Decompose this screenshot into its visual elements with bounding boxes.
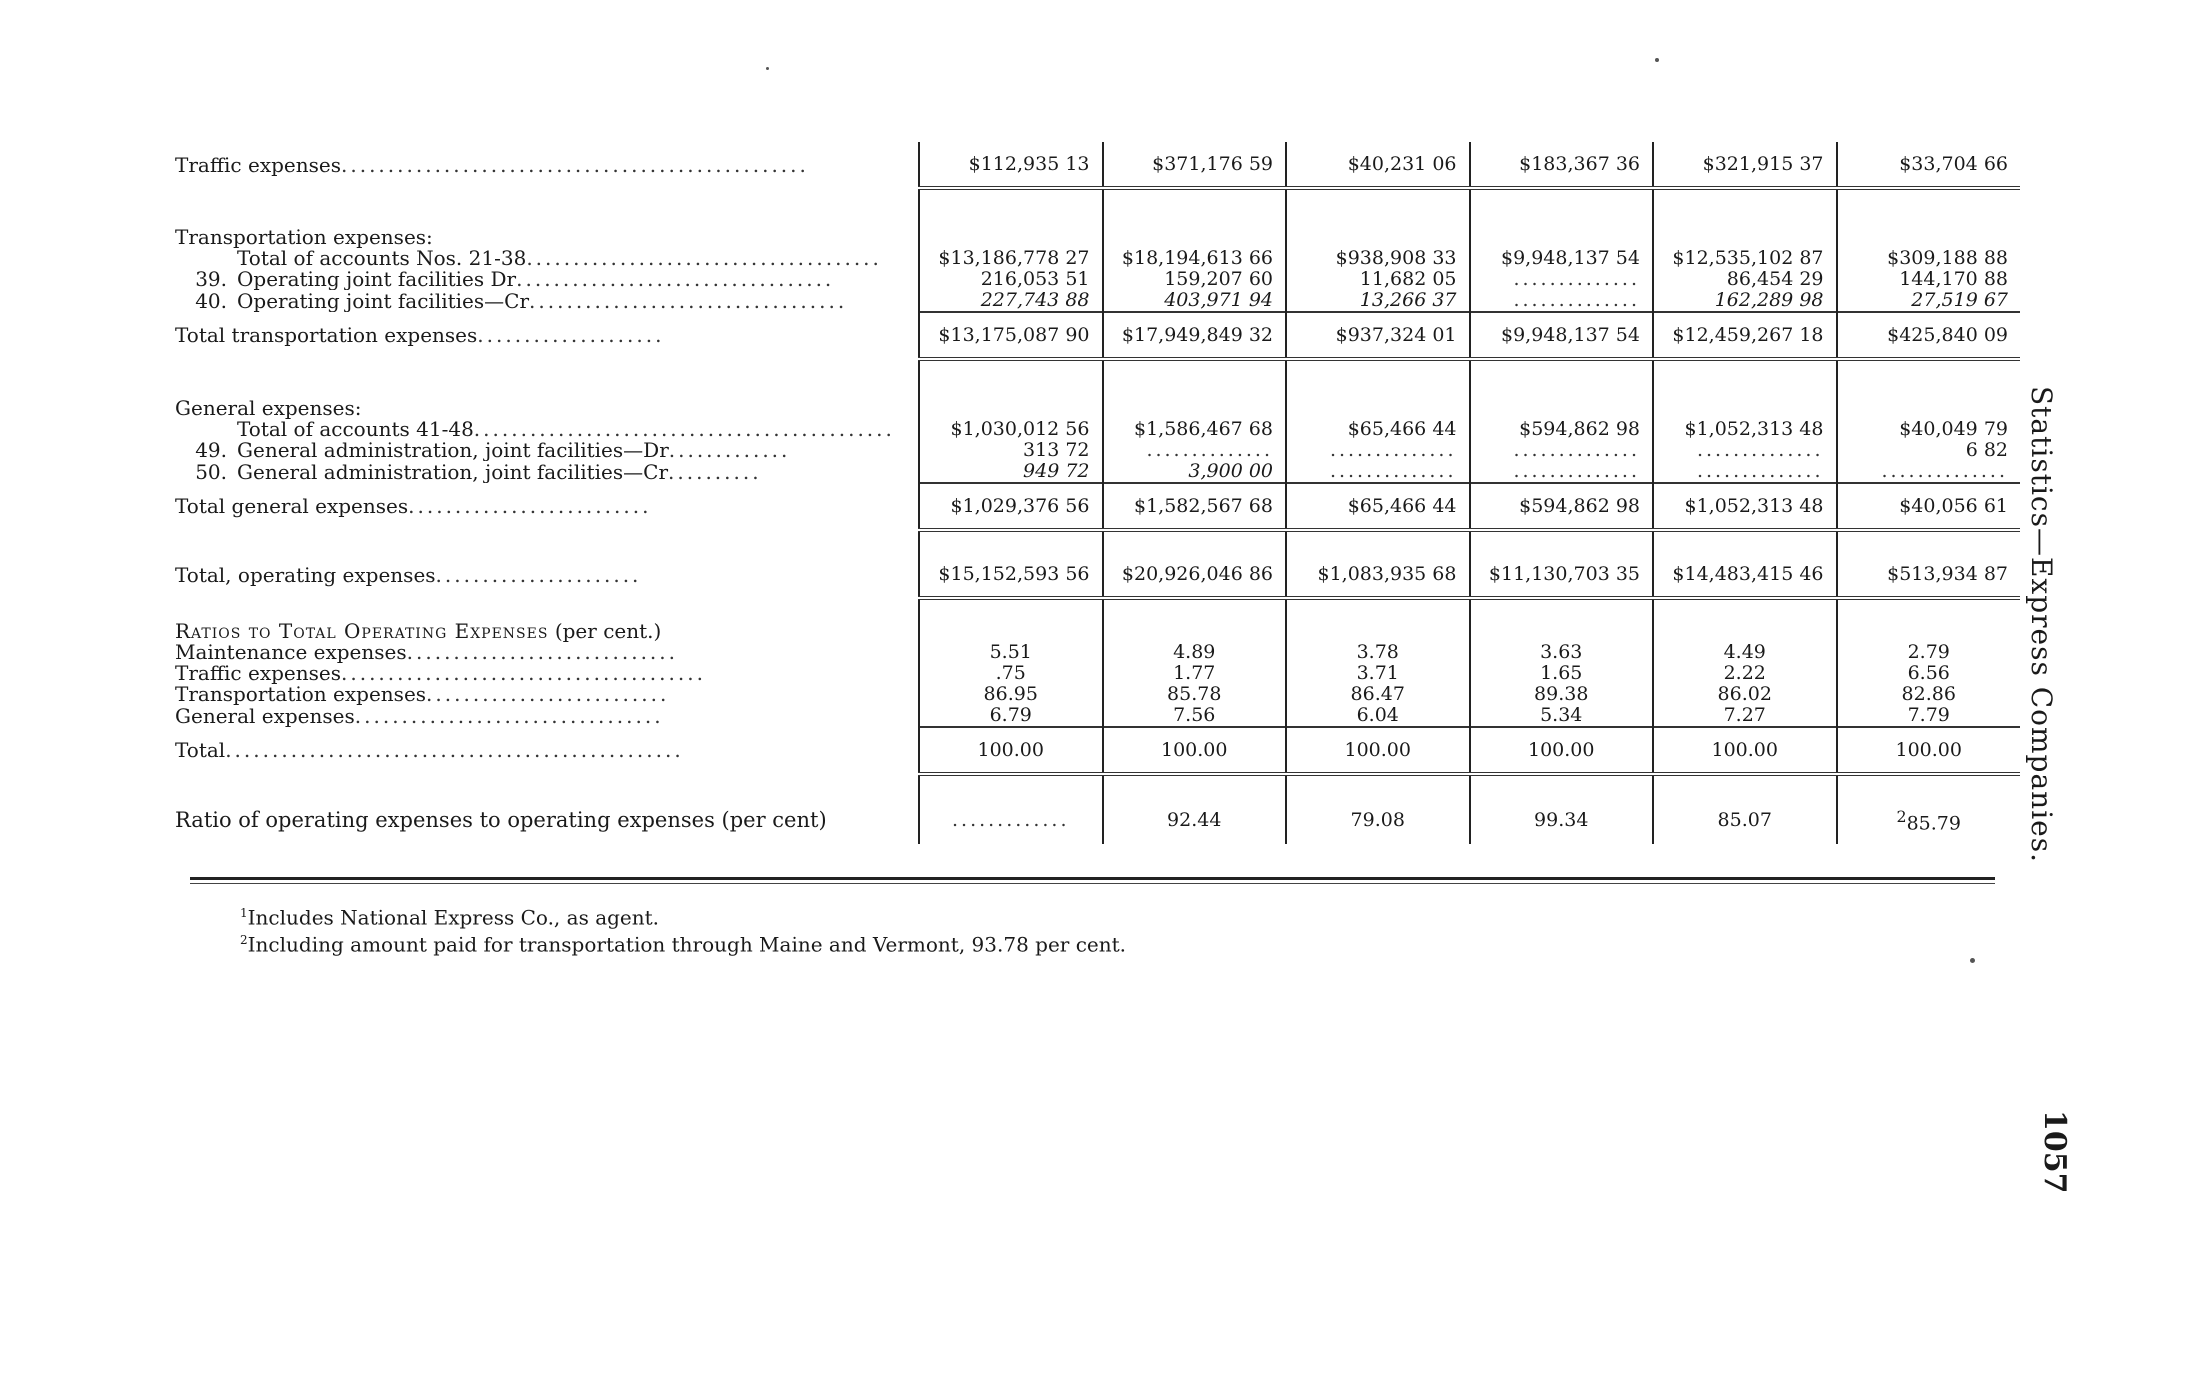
value-cell: 7.79 bbox=[1837, 705, 2021, 727]
value-cell: $1,030,012 56 bbox=[919, 419, 1103, 440]
value-cell: $112,935 13 bbox=[919, 142, 1103, 188]
value-cell: $183,367 36 bbox=[1470, 142, 1654, 188]
row-label: Ratio of operating expenses to operating expenses (per cent) bbox=[175, 807, 827, 832]
heading-suffix: (per cent.) bbox=[554, 620, 662, 642]
value-cell: 6 82 bbox=[1837, 440, 2021, 461]
line-number: 49. bbox=[195, 440, 227, 461]
value-cell: 1.65 bbox=[1470, 663, 1654, 684]
value-cell: 403,971 94 bbox=[1103, 290, 1287, 312]
value-cell: $9,948,137 54 bbox=[1470, 312, 1654, 359]
value-cell: 4.89 bbox=[1103, 642, 1287, 663]
value-cell: 6.56 bbox=[1837, 663, 2021, 684]
value-cell: $594,862 98 bbox=[1470, 419, 1654, 440]
value-cell: $17,949,849 32 bbox=[1103, 312, 1287, 359]
value-cell: $15,152,593 56 bbox=[919, 552, 1103, 598]
value-cell: $1,052,313 48 bbox=[1653, 419, 1837, 440]
line-number: 39. bbox=[195, 269, 227, 290]
table-row: 50. General administration, joint facilities—Cr.......... 949 72 3,900 00 .............. .............. .............. .............. bbox=[175, 461, 2020, 483]
row-label: Total bbox=[175, 738, 226, 762]
value-cell: .............. bbox=[1653, 461, 1837, 483]
row-label: Total, operating expenses bbox=[175, 562, 436, 587]
ratios-heading-row bbox=[175, 620, 2020, 642]
value-cell: $33,704 66 bbox=[1837, 142, 2021, 188]
row-label: Maintenance expenses bbox=[175, 642, 407, 663]
row-label: Operating joint facilities—Cr bbox=[237, 290, 530, 312]
value-cell: $40,056 61 bbox=[1837, 483, 2021, 530]
value-cell: .............. bbox=[1470, 269, 1654, 290]
value-cell: 3.63 bbox=[1470, 642, 1654, 663]
value-cell: 2.22 bbox=[1653, 663, 1837, 684]
value-cell: 4.49 bbox=[1653, 642, 1837, 663]
value-cell: .............. bbox=[1470, 461, 1654, 483]
value-cell: $13,175,087 90 bbox=[919, 312, 1103, 359]
row-label: Traffic expenses bbox=[175, 663, 341, 684]
value-cell: 86.95 bbox=[919, 684, 1103, 705]
value-cell: $425,840 09 bbox=[1837, 312, 2021, 359]
value-cell: .............. bbox=[1286, 461, 1470, 483]
footnote-ref: 2 bbox=[1896, 806, 1907, 826]
value-cell: .............. bbox=[1103, 440, 1287, 461]
value-cell: .............. bbox=[1286, 440, 1470, 461]
ink-speck bbox=[766, 67, 769, 70]
value-cell: 86,454 29 bbox=[1653, 269, 1837, 290]
value-cell: $13,186,778 27 bbox=[919, 248, 1103, 269]
section-heading: Transportation expenses: bbox=[175, 226, 433, 248]
table-row: 39. Operating joint facilities Dr.................................. 216,053 51 159,207 60 11,682 05 .............. 86,454 29 144,170 88 bbox=[175, 269, 2020, 290]
value-cell: $12,459,267 18 bbox=[1653, 312, 1837, 359]
value-cell: 79.08 bbox=[1286, 796, 1470, 844]
value-cell: $1,052,313 48 bbox=[1653, 483, 1837, 530]
value-cell: 7.56 bbox=[1103, 705, 1287, 727]
transportation-heading-row bbox=[175, 226, 2020, 248]
value-cell: 162,289 98 bbox=[1653, 290, 1837, 312]
row-label: Total transportation expenses bbox=[175, 323, 478, 347]
value-cell: .............. bbox=[1470, 440, 1654, 461]
page-number: 1057 bbox=[2037, 1110, 2072, 1194]
table-row: Total of accounts Nos. 21-38...................................... $13,186,778 27 $18,194,613 66 $938,908 33 $9,948,137 54 $12,535,102 87 $309,188 88 bbox=[175, 248, 2020, 269]
value-cell: 89.38 bbox=[1470, 684, 1654, 705]
value-cell: 86.47 bbox=[1286, 684, 1470, 705]
value-cell: $937,324 01 bbox=[1286, 312, 1470, 359]
row-label: General administration, joint facilities—Cr bbox=[237, 461, 669, 483]
value-cell: 3,900 00 bbox=[1103, 461, 1287, 483]
value-cell: 5.34 bbox=[1470, 705, 1654, 727]
value-cell: 99.34 bbox=[1470, 796, 1654, 844]
value-cell: 144,170 88 bbox=[1837, 269, 2021, 290]
value-cell: $1,083,935 68 bbox=[1286, 552, 1470, 598]
running-head: Statistics—Express Companies. bbox=[2025, 386, 2058, 863]
footnote: $^1$Includes National Express Co., as agent. bbox=[240, 905, 660, 930]
ratio-of-operating-row bbox=[175, 796, 2020, 844]
value-cell: 85.78 bbox=[1103, 684, 1287, 705]
value-cell: $9,948,137 54 bbox=[1470, 248, 1654, 269]
value-cell: 100.00 bbox=[1286, 727, 1470, 774]
value-cell: .75 bbox=[919, 663, 1103, 684]
value-cell: $1,029,376 56 bbox=[919, 483, 1103, 530]
section-heading: Ratios to Total Operating Expenses bbox=[175, 620, 549, 642]
ratios-total-row: Total................................................. 100.00 100.00 100.00 100.00 100.00 100.00 bbox=[175, 727, 2020, 774]
value-cell: $11,130,703 35 bbox=[1470, 552, 1654, 598]
row-label: Total of accounts Nos. 21-38 bbox=[237, 248, 527, 269]
value-cell: $12,535,102 87 bbox=[1653, 248, 1837, 269]
ink-speck bbox=[1970, 958, 1975, 963]
ink-speck bbox=[1655, 58, 1659, 62]
value-cell: 6.04 bbox=[1286, 705, 1470, 727]
value-cell: $14,483,415 46 bbox=[1653, 552, 1837, 598]
value-cell: $20,926,046 86 bbox=[1103, 552, 1287, 598]
value-cell: 13,266 37 bbox=[1286, 290, 1470, 312]
table-row: Total of accounts 41-48............................................. $1,030,012 56 $1,586,467 68 $65,466 44 $594,862 98 $1,052,313 48 $40,049 79 bbox=[175, 419, 2020, 440]
value-cell: $65,466 44 bbox=[1286, 419, 1470, 440]
value-cell: $309,188 88 bbox=[1837, 248, 2021, 269]
value-cell: 5.51 bbox=[919, 642, 1103, 663]
value-cell: $1,582,567 68 bbox=[1103, 483, 1287, 530]
value-cell: $371,176 59 bbox=[1103, 142, 1287, 188]
total-operating-row: Total, operating expenses...................... $15,152,593 56 $20,926,046 86 $1,083,935 68 $11,130,703 35 $14,483,415 46 $513,934 87 bbox=[175, 552, 2020, 598]
value-cell: .............. bbox=[1653, 440, 1837, 461]
value-cell: .............. bbox=[1470, 290, 1654, 312]
value-cell: 100.00 bbox=[919, 727, 1103, 774]
footnote: $^2$Including amount paid for transportation through Maine and Vermont, 93.78 per cent. bbox=[240, 932, 1127, 957]
value-cell: 92.44 bbox=[1103, 796, 1287, 844]
value-cell: $40,231 06 bbox=[1286, 142, 1470, 188]
table-row: Traffic expenses....................................... .75 1.77 3.71 1.65 2.22 6.56 bbox=[175, 663, 2020, 684]
table-row: 49. General administration, joint facilities—Dr............. 313 72 .............. .............. .............. .............. 6 82 bbox=[175, 440, 2020, 461]
value-cell: .............. bbox=[1837, 461, 2021, 483]
value-cell: $938,908 33 bbox=[1286, 248, 1470, 269]
row-label: Operating joint facilities Dr bbox=[237, 269, 517, 290]
value-cell: 1.77 bbox=[1103, 663, 1287, 684]
value-cell: 100.00 bbox=[1470, 727, 1654, 774]
table-row: General expenses................................. 6.79 7.56 6.04 5.34 7.27 7.79 bbox=[175, 705, 2020, 727]
value-cell: $1,586,467 68 bbox=[1103, 419, 1287, 440]
value-cell: $40,049 79 bbox=[1837, 419, 2021, 440]
general-heading-row bbox=[175, 397, 2020, 419]
value-cell: $594,862 98 bbox=[1470, 483, 1654, 530]
value-cell: $^2$85.79 bbox=[1837, 796, 2021, 844]
value-cell: 3.71 bbox=[1286, 663, 1470, 684]
value-cell: 6.79 bbox=[919, 705, 1103, 727]
value-cell: 100.00 bbox=[1837, 727, 2021, 774]
value-cell: 100.00 bbox=[1653, 727, 1837, 774]
value-cell: 100.00 bbox=[1103, 727, 1287, 774]
section-heading: General expenses: bbox=[175, 397, 362, 419]
row-label: Transportation expenses bbox=[175, 684, 427, 705]
line-number: 40. bbox=[195, 290, 227, 312]
table-row: Transportation expenses.......................... 86.95 85.78 86.47 89.38 86.02 82.86 bbox=[175, 684, 2020, 705]
table-row: Maintenance expenses............................. 5.51 4.89 3.78 3.63 4.49 2.79 bbox=[175, 642, 2020, 663]
value-cell: 11,682 05 bbox=[1286, 269, 1470, 290]
value-cell: 159,207 60 bbox=[1103, 269, 1287, 290]
value-cell: 216,053 51 bbox=[919, 269, 1103, 290]
value-cell: 7.27 bbox=[1653, 705, 1837, 727]
row-label: General administration, joint facilities—Dr bbox=[237, 440, 669, 461]
table-row: 40. Operating joint facilities—Cr.................................. 227,743 88 403,971 94 13,266 37 .............. 162,289 98 27,519 67 bbox=[175, 290, 2020, 312]
value-cell: $18,194,613 66 bbox=[1103, 248, 1287, 269]
table-bottom-rule bbox=[190, 877, 1995, 885]
value-cell: 85.07 bbox=[1653, 796, 1837, 844]
value-cell: $321,915 37 bbox=[1653, 142, 1837, 188]
row-label: Total of accounts 41-48 bbox=[237, 419, 474, 440]
footnotes bbox=[240, 902, 1126, 955]
row-label: Total general expenses bbox=[175, 494, 409, 518]
value-cell: ............. bbox=[919, 796, 1103, 844]
value-cell: 27,519 67 bbox=[1837, 290, 2021, 312]
value-cell: 227,743 88 bbox=[919, 290, 1103, 312]
value-cell: $65,466 44 bbox=[1286, 483, 1470, 530]
value-cell: 86.02 bbox=[1653, 684, 1837, 705]
line-number: 50. bbox=[195, 461, 227, 483]
value-cell: 3.78 bbox=[1286, 642, 1470, 663]
row-label: General expenses bbox=[175, 705, 355, 727]
total-transportation-row: Total transportation expenses.................... $13,175,087 90 $17,949,849 32 $937,324 01 $9,948,137 54 $12,459,267 18 $425,840 09 bbox=[175, 312, 2020, 359]
value-cell: $513,934 87 bbox=[1837, 552, 2021, 598]
row-label: Traffic expenses bbox=[175, 152, 341, 177]
value-cell: 2.79 bbox=[1837, 642, 2021, 663]
traffic-expenses-row: Traffic expenses.................................................. $112,935 13 $371,176 59 $40,231 06 $183,367 36 $321,915 37 $33,704 66 bbox=[175, 142, 2020, 188]
value-cell: 949 72 bbox=[919, 461, 1103, 483]
total-general-row: Total general expenses.......................... $1,029,376 56 $1,582,567 68 $65,466 44 $594,862 98 $1,052,313 48 $40,056 61 bbox=[175, 483, 2020, 530]
value-cell: 313 72 bbox=[919, 440, 1103, 461]
express-expense-table bbox=[175, 142, 2020, 844]
value-cell: 82.86 bbox=[1837, 684, 2021, 705]
